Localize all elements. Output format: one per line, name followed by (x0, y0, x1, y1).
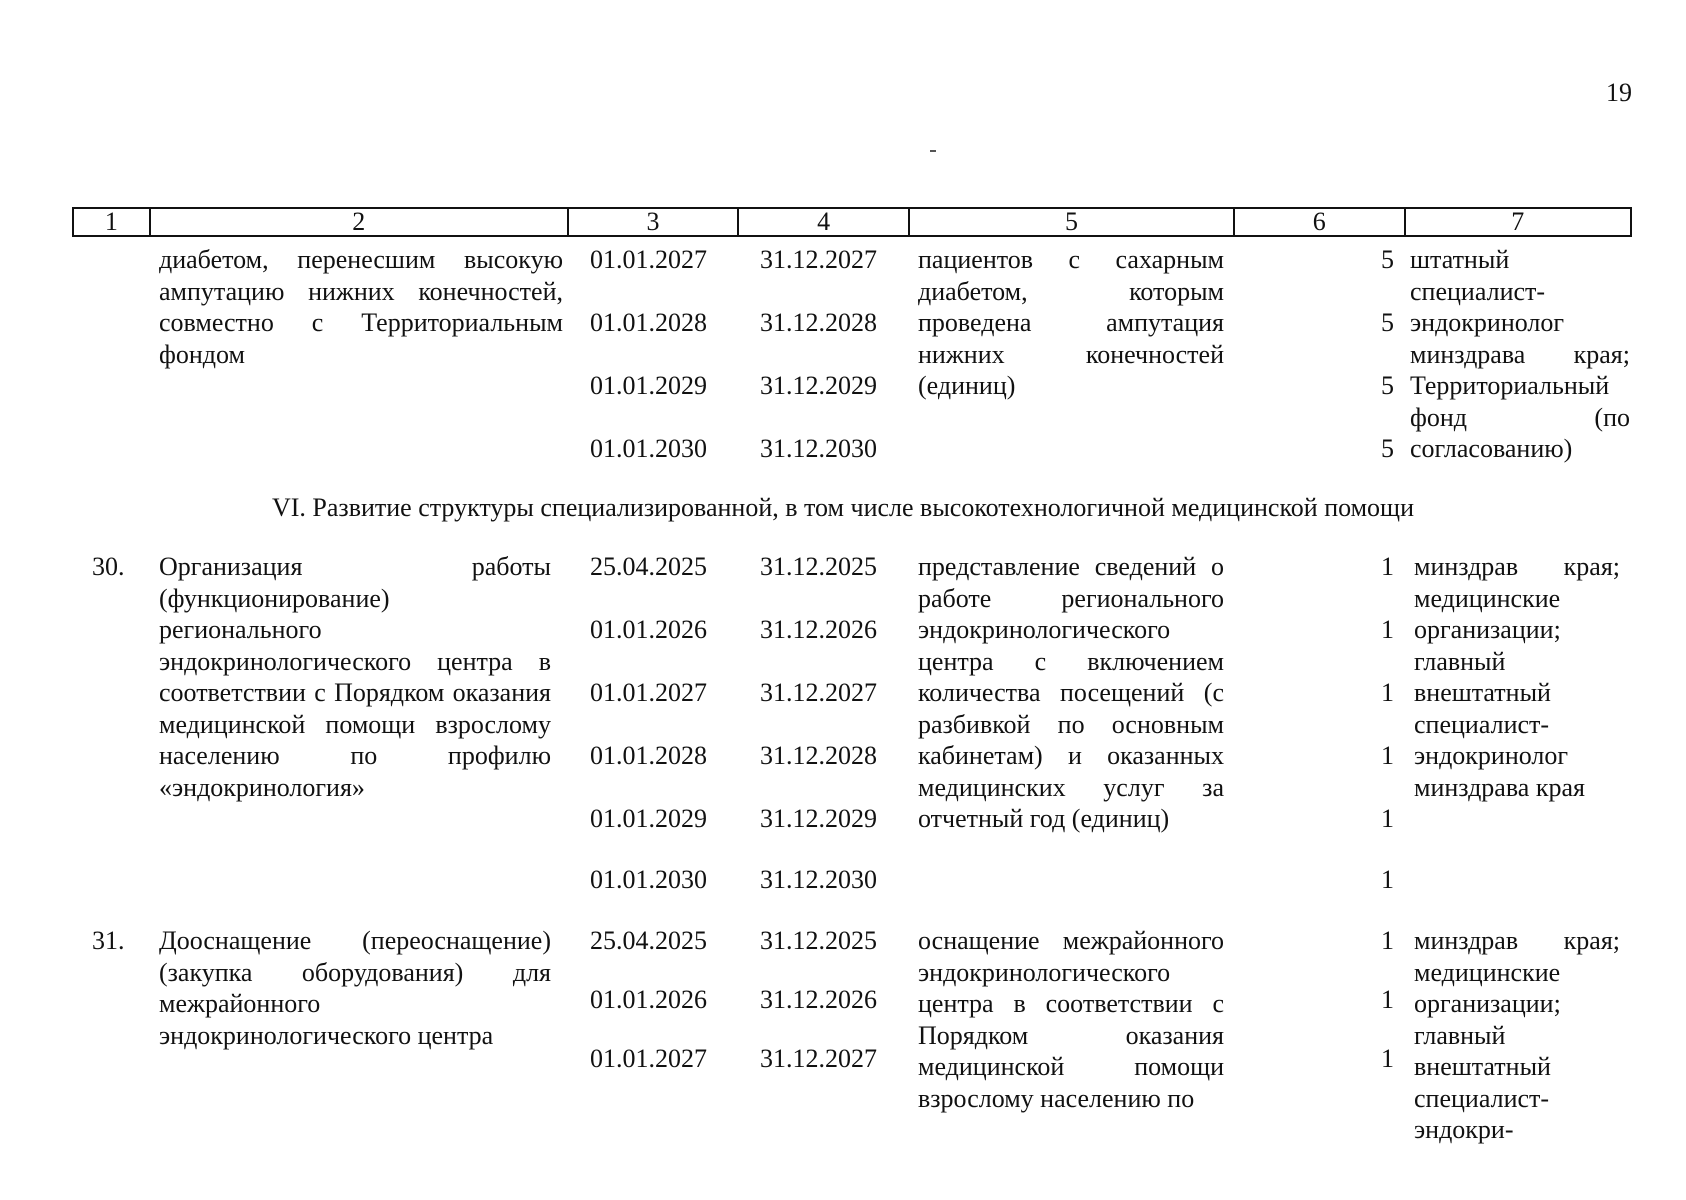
start-date: 25.04.2025 (590, 926, 707, 955)
value-cell: 1 (1381, 615, 1394, 644)
value-cell: 5 (1381, 245, 1394, 274)
end-date: 31.12.2028 (760, 308, 877, 337)
start-date: 01.01.2029 (590, 371, 707, 400)
value-cell: 5 (1381, 371, 1394, 400)
end-date: 31.12.2026 (760, 615, 877, 644)
header-cell-4: 4 (739, 209, 910, 235)
responsible-cell: минздрав края; медицинские организации; главный внештатный специалист-эндокри- (1414, 926, 1620, 1144)
value-cell: 1 (1381, 741, 1394, 770)
start-date: 01.01.2029 (590, 804, 707, 833)
value-cell: 1 (1381, 865, 1394, 894)
end-date: 31.12.2030 (760, 434, 877, 463)
end-date: 31.12.2030 (760, 865, 877, 894)
description-cell: Организация работы (функционирование) регионального эндокринологического центра в соответствии с Порядком оказания медицинской помощи взрослому населению по профилю «эндокринология» (159, 552, 551, 802)
description-cell: Дооснащение (переоснащение) (закупка оборудования) для межрайонного эндокринологического центра (159, 926, 551, 1050)
header-cell-7: 7 (1511, 207, 1525, 236)
indicator-cell: представление сведений о работе регионального эндокринологического центра с включением количества посещений (с разбивкой по основным кабинетам) и оказанных медицинских услуг за отчетный год (единиц) (918, 552, 1224, 833)
responsible-cell: штатный специалист-эндокринолог минздрава края; Территориальный фонд (по согласованию) (1410, 245, 1630, 463)
description-cell: диабетом, перенесшим высокую ампутацию нижних конечностей, совместно с Территориальным фондом (159, 245, 563, 369)
end-date: 31.12.2026 (760, 985, 877, 1014)
start-date: 01.01.2027 (590, 245, 707, 274)
indicator-cell: пациентов с сахарным диабетом, которым проведена ампутация нижних конечностей (единиц) (918, 245, 1224, 400)
end-date: 31.12.2025 (760, 552, 877, 581)
end-date: 31.12.2027 (760, 245, 877, 274)
start-date: 01.01.2027 (590, 1044, 707, 1073)
end-date: 31.12.2027 (760, 678, 877, 707)
end-date: 31.12.2029 (760, 804, 877, 833)
value-cell: 1 (1381, 1044, 1394, 1073)
start-date: 25.04.2025 (590, 552, 707, 581)
start-date: 01.01.2030 (590, 865, 707, 894)
header-cell-5: 5 (910, 209, 1235, 235)
end-date: 31.12.2028 (760, 741, 877, 770)
value-cell: 5 (1381, 308, 1394, 337)
header-cell-1: 1 (74, 209, 151, 235)
indicator-cell: оснащение межрайонного эндокринологического центра в соответствии с Порядком оказания медицинской помощи взрослому населению по (918, 926, 1224, 1113)
section-heading: VI. Развитие структуры специализированной, в том числе высокотехнологичной медицинской помощи (272, 493, 1414, 522)
header-cell-2: 2 (151, 209, 569, 235)
page-number: 19 (1606, 78, 1632, 107)
scan-mark (930, 150, 936, 152)
value-cell: 5 (1381, 434, 1394, 463)
row-number: 31. (92, 926, 125, 955)
start-date: 01.01.2028 (590, 308, 707, 337)
value-cell: 1 (1381, 678, 1394, 707)
end-date: 31.12.2029 (760, 371, 877, 400)
start-date: 01.01.2027 (590, 678, 707, 707)
end-date: 31.12.2027 (760, 1044, 877, 1073)
value-cell: 1 (1381, 985, 1394, 1014)
header-cell-6: 6 (1235, 209, 1406, 235)
start-date: 01.01.2026 (590, 985, 707, 1014)
row-number: 30. (92, 552, 125, 581)
table-header-row (72, 207, 1632, 237)
end-date: 31.12.2025 (760, 926, 877, 955)
header-cell-3: 3 (569, 209, 740, 235)
value-cell: 1 (1381, 804, 1394, 833)
value-cell: 1 (1381, 926, 1394, 955)
value-cell: 1 (1381, 552, 1394, 581)
start-date: 01.01.2030 (590, 434, 707, 463)
start-date: 01.01.2028 (590, 741, 707, 770)
responsible-cell: минздрав края; медицинские организации; главный внештатный специалист-эндокринолог минздрава края (1414, 552, 1620, 802)
start-date: 01.01.2026 (590, 615, 707, 644)
